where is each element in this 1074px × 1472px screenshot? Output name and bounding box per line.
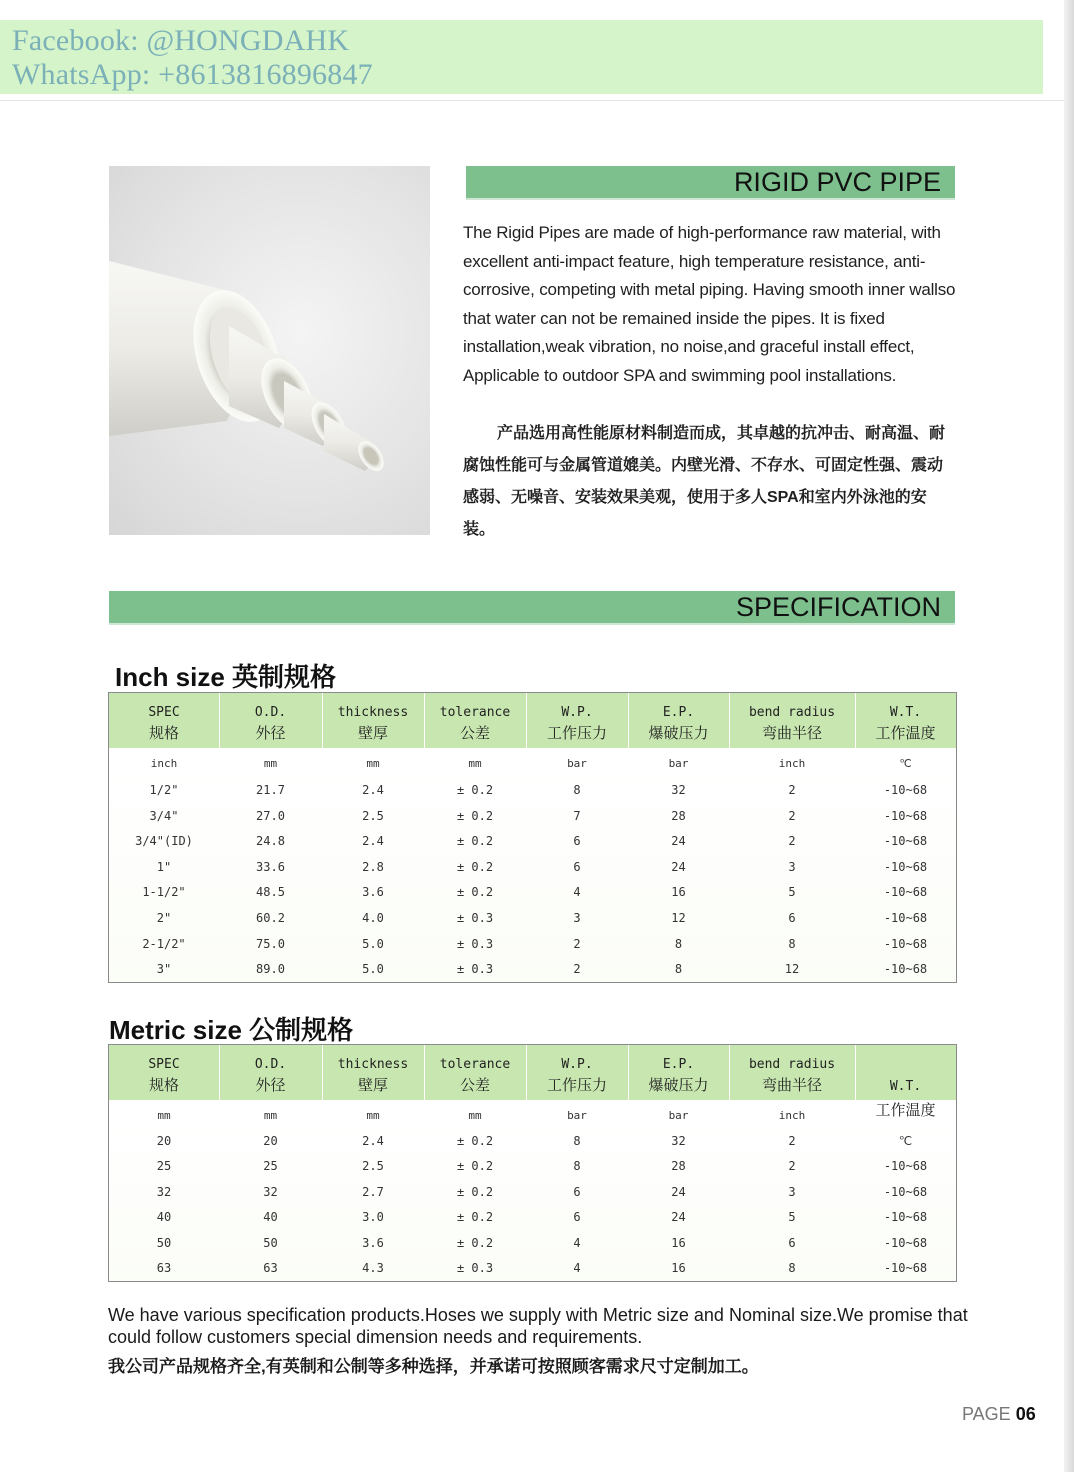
column-header [526,702,628,744]
table-cell: 3 [573,911,581,925]
column-header-cn: 工作压力 [546,1076,607,1094]
page-label: PAGE [962,1404,1011,1424]
table-cell: 60.2 [256,911,285,925]
table-cell: 6 [788,1235,796,1250]
unit-cell: inch [150,757,178,770]
table-cell: 7 [573,808,581,823]
product-title: RIGID PVC PIPE [733,167,941,197]
table-cell: 6 [573,834,581,849]
table-cell: -10~68 [883,936,928,951]
table-cell: 75.0 [256,936,285,951]
table-cell: 25 [263,1159,278,1174]
table-cell: 24 [671,834,686,849]
table-cell: 8 [674,936,683,951]
table-cell: 2" [156,911,172,925]
unit-cell: bar [668,757,689,770]
table-cell: -10~68 [883,1159,928,1174]
inch-size-table [108,692,957,983]
table-cell: -10~68 [883,808,928,823]
column-header-en: W.P. [561,1057,593,1072]
column-header-en: E.P. [662,705,695,720]
table-cell: 3/4" [149,808,179,823]
column-header [526,1054,628,1096]
table-cell: ± 0.2 [456,1134,494,1148]
column-header-cn: 工作温度 [875,1101,936,1119]
column-header-en: O.D. [254,705,287,720]
column-header-en: tolerance [439,705,511,720]
unit-cell: mm [366,1109,380,1122]
column-header-cn: 弯曲半径 [761,1076,822,1094]
table-cell: -10~68 [883,885,928,900]
column-header-en: SPEC [148,705,180,720]
unit-cell: inch [778,757,806,770]
column-header [109,1054,219,1096]
table-cell: ± 0.2 [456,1210,494,1225]
unit-cell: inch [778,1109,806,1122]
table-cell: 3" [156,962,172,977]
inch-size-title: Inch size 英制规格 [115,662,337,692]
table-cell: 16 [671,885,686,900]
column-header-cn: 爆破压力 [648,1076,709,1094]
table-cell: 3/4"(ID) [135,834,193,849]
specification-title-bar [109,591,955,623]
table-cell: ± 0.2 [456,783,494,797]
table-cell: ± 0.2 [456,859,494,874]
table-cell: 63 [156,1261,172,1275]
unit-cell: bar [668,1109,689,1122]
column-header-en: E.P. [662,1057,695,1072]
table-cell: 4.0 [362,911,384,925]
table-cell: 2 [788,783,796,797]
table-cell: 8 [573,1159,581,1174]
table-cell: ± 0.3 [456,962,494,977]
column-header-en: thickness [337,705,409,720]
unit-cell: mm [366,757,380,770]
column-header-cn: 壁厚 [357,724,388,742]
table-cell: 28 [671,808,686,823]
unit-cell: mm [263,1109,278,1122]
table-cell: 16 [671,1235,686,1250]
column-header-en: O.D. [254,1057,287,1072]
table-cell: ± 0.2 [456,885,494,900]
table-cell: 24 [671,1210,686,1225]
table-cell: 8 [573,783,581,797]
unit-cell: mm [263,757,278,770]
table-cell: 2.4 [362,783,384,797]
column-header [628,1054,729,1096]
column-header-en: W.T. [889,1079,922,1094]
table-cell: 4 [573,885,581,900]
table-cell: 16 [671,1261,686,1275]
table-cell: 32 [671,1134,686,1148]
unit-cell: ℃ [899,757,912,770]
table-cell: 89.0 [256,962,285,977]
table-cell: 1" [156,859,172,874]
table-cell: 4 [573,1235,581,1250]
table-cell: 2 [788,808,796,823]
table-cell: 2.8 [362,859,384,874]
table-cell: -10~68 [883,859,928,874]
table-cell: 5.0 [362,962,384,977]
table-cell: ± 0.2 [456,1159,494,1174]
table-cell: 24 [671,859,686,874]
table-cell: 2 [573,936,581,951]
table-cell: 2.7 [362,1184,384,1199]
table-cell: 32 [263,1184,278,1199]
table-cell: 6 [573,1184,581,1199]
pvc-pipe-photo [109,166,430,535]
column-header-cn: 公差 [459,724,490,742]
table-cell: 6 [573,1210,581,1225]
metric-size-title: Metric size 公制规格 [109,1015,354,1045]
table-cell: -10~68 [883,834,928,849]
page-edge [1064,0,1074,1472]
column-header [322,702,424,744]
table-cell: ± 0.3 [456,1261,494,1275]
pipe-illustration-icon [109,166,430,535]
unit-cell: bar [567,757,587,770]
specification-title: SPECIFICATION [735,592,941,622]
table-cell: ± 0.2 [456,1235,494,1250]
table-cell: ± 0.2 [456,834,494,849]
table-cell: 2-1/2" [142,936,186,951]
table-cell: 12 [671,911,686,925]
table-cell: 50 [156,1235,172,1250]
column-header [729,1054,855,1096]
table-cell: 5 [788,1210,796,1225]
table-cell: 6 [573,859,581,874]
table-cell: 20 [156,1134,172,1148]
table-cell: 3.0 [362,1210,384,1225]
column-header-en: W.T. [889,705,922,720]
column-header-cn: 壁厚 [357,1076,388,1094]
unit-cell: mm [157,1109,171,1122]
column-header [628,702,729,744]
column-header [219,1054,322,1096]
unit-cell: mm [468,757,482,770]
table-cell: 6 [788,911,796,925]
table-cell: -10~68 [883,911,928,925]
page-number [962,1404,1036,1425]
table-cell: 48.5 [256,885,285,900]
table-cell: 28 [671,1159,686,1174]
table-cell: 5 [788,885,796,900]
table-cell: ± 0.3 [456,936,494,951]
table-cell: 24 [671,1184,686,1199]
table-cell: 2 [788,1159,796,1174]
page-number-value: 06 [1015,1404,1036,1424]
table-cell: ℃ [898,1134,913,1148]
column-header [855,702,956,744]
table-cell: 2.4 [362,834,384,849]
table-cell: 3.6 [362,885,384,900]
contact-banner [0,20,1043,94]
column-header [424,1054,526,1096]
table-cell: 12 [784,962,800,977]
column-header-cn: 规格 [148,724,179,742]
column-header-cn: 规格 [148,1076,179,1094]
table-cell: 8 [788,936,796,951]
table-cell: 2.5 [362,808,384,823]
table-cell: 1-1/2" [142,885,186,900]
column-header-cn: 工作温度 [875,724,936,742]
column-header-cn: 公差 [459,1076,490,1094]
footer-note-en: We have various specification products.Hoses we supply with Metric size and Nominal size.We promise that could follow customers special dimension needs and requirements. [108,1305,968,1347]
table-cell: -10~68 [883,1210,928,1225]
column-header-cn: 爆破压力 [648,724,709,742]
table-cell: -10~68 [883,1184,928,1199]
table-cell: 2 [788,1134,796,1148]
table-cell: 24.8 [256,834,285,849]
table-cell: 1/2" [149,783,179,797]
table-cell: 33.6 [256,859,285,874]
table-cell: 8 [788,1261,796,1275]
table-cell: 2.4 [362,1134,384,1148]
column-header [424,702,526,744]
table-cell: -10~68 [883,783,928,797]
column-header [855,1076,956,1097]
column-header [322,1054,424,1096]
unit-cell: mm [468,1109,482,1122]
table-cell: 32 [156,1184,172,1199]
table-cell: ± 0.2 [456,1184,494,1199]
table-cell: 2 [788,834,796,849]
table-cell: ± 0.2 [456,808,494,823]
column-header-cn: 弯曲半径 [761,724,822,742]
table-cell: 2.5 [362,1159,384,1174]
table-cell: 5.0 [362,936,384,951]
column-header-en: SPEC [148,1057,180,1072]
product-description-cn: 产品选用高性能原材料制造而成，其卓越的抗冲击、耐高温、耐腐蚀性能可与金属管道媲美。内壁光滑、不存水、可固定性强、震动感弱、无噪音、安装效果美观，使用于多人SPA和室内外泳池的安装。 [463,425,946,538]
table-cell: -10~68 [883,1235,928,1250]
table-cell: 8 [674,962,683,977]
column-header-en: thickness [337,1057,409,1072]
table-cell: 40 [263,1210,278,1225]
table-cell: 40 [156,1210,172,1225]
column-header [109,702,219,744]
column-header-en: tolerance [439,1057,511,1072]
table-cell: 3 [788,1184,796,1199]
table-cell: 3 [788,859,796,874]
product-title-bar [466,166,955,198]
table-cell: 27.0 [256,808,285,823]
table-cell: 2 [573,962,581,977]
table-cell: 50 [263,1235,278,1250]
table-cell: 63 [263,1261,278,1275]
column-header-en: bend radius [748,1057,836,1072]
table-cell: 4.3 [362,1261,384,1275]
divider [0,100,1064,101]
column-header-en: W.P. [561,705,593,720]
column-header [219,702,322,744]
product-description-en: The Rigid Pipes are made of high-performance raw material, with excellent anti-impact feature, high temperature resistance, anti-corrosive, competing with metal piping. Having smooth inner wallso that water can not be remained inside the pipes. It is fixed installation,weak vibration, no noise,and graceful install effect, Applicable to outdoor SPA and swimming pool installations. [463,223,956,385]
facebook-contact[interactable]: Facebook: @HONGDAHK [12,24,350,57]
table-cell: 25 [156,1159,172,1174]
column-header-en: bend radius [748,705,836,720]
table-cell: -10~68 [883,962,928,977]
table-cell: 32 [671,783,686,797]
column-header-cn: 外径 [255,724,286,742]
whatsapp-contact[interactable]: WhatsApp: +8613816896847 [12,58,373,91]
table-cell: -10~68 [883,1261,928,1275]
column-header-cn: 工作压力 [546,724,607,742]
table-cell: 21.7 [256,783,285,797]
column-header-cn: 外径 [255,1076,286,1094]
table-cell: 4 [573,1261,581,1275]
metric-size-table [108,1044,957,1282]
footer-note-cn: 我公司产品规格齐全,有英制和公制等多种选择，并承诺可按照顾客需求尺寸定制加工。 [108,1357,759,1376]
table-cell: 20 [263,1134,278,1148]
unit-cell: bar [567,1109,587,1122]
table-cell: 3.6 [362,1235,384,1250]
column-header [729,702,855,744]
table-cell: ± 0.3 [456,911,494,925]
table-cell: 8 [573,1134,581,1148]
